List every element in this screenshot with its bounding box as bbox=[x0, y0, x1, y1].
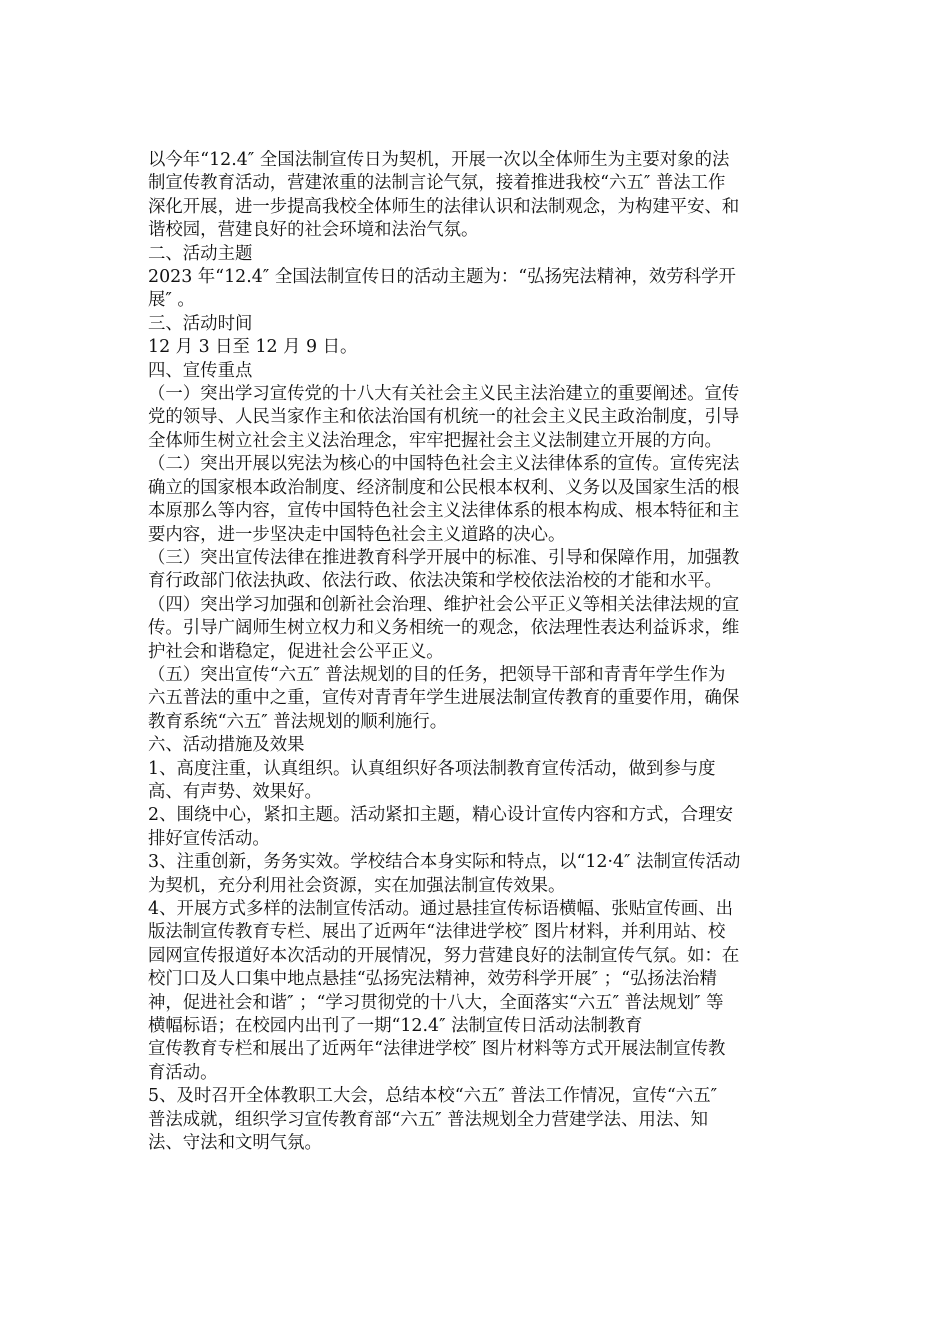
text-line: 为契机，充分利用社会资源，实在加强法制宣传效果。 bbox=[148, 875, 566, 896]
body-paragraph bbox=[148, 758, 808, 805]
text-line: （一）突出学习宣传党的十八大有关社会主义民主法治建立的重要阐述。宣传 bbox=[148, 384, 740, 405]
body-paragraph bbox=[148, 266, 808, 313]
body-paragraph bbox=[148, 149, 808, 243]
text-line: 展″ 。 bbox=[148, 290, 195, 311]
body-paragraph bbox=[148, 664, 808, 734]
section-heading bbox=[148, 313, 808, 336]
text-line: 校门口及人口集中地点悬挂“弘扬宪法精神，效劳科学开展″ ；“弘扬法治精 bbox=[148, 969, 717, 990]
text-line: 制宣传教育活动，营建浓重的法制言论气氛，接着推进我校“六五″ 普法工作 bbox=[148, 173, 726, 194]
text-line: 确立的国家根本政治制度、经济制度和公民根本权利、义务以及国家生活的根 bbox=[148, 477, 740, 498]
text-line: 二、活动主题 bbox=[148, 243, 253, 264]
text-line: 六、活动措施及效果 bbox=[148, 735, 305, 756]
body-paragraph bbox=[148, 804, 808, 851]
text-line: 2、围绕中心，紧扣主题。活动紧扣主题，精心设计宣传内容和方式，合理安 bbox=[148, 805, 733, 826]
text-line: 神，促进社会和谐″ ；“学习贯彻党的十八大，全面落实“六五″ 普法规划″ 等 bbox=[148, 992, 724, 1013]
text-line: 六五普法的重中之重，宣传对青青年学生进展法制宣传教育的重要作用，确保 bbox=[148, 688, 740, 709]
text-line: 教育系统“六五″ 普法规划的顺利施行。 bbox=[148, 711, 448, 732]
text-line: 4、开展方式多样的法制宣传活动。通过悬挂宣传标语横幅、张贴宣传画、出 bbox=[148, 899, 733, 919]
body-paragraph bbox=[148, 898, 808, 1085]
text-line: 本原那么等内容，宣传中国特色社会主义法律体系的根本构成、根本特征和主 bbox=[148, 501, 740, 522]
body-paragraph bbox=[148, 453, 808, 547]
text-line: 宣传教育专栏和展出了近两年“法律进学校″ 图片材料等方式开展法制宣传教 bbox=[148, 1039, 726, 1060]
text-line: 护社会和谐稳定，促进社会公平正义。 bbox=[148, 641, 444, 662]
body-paragraph bbox=[148, 336, 808, 359]
text-line: 排好宣传活动。 bbox=[148, 828, 270, 849]
text-line: 以今年“12.4″ 全国法制宣传日为契机，开展一次以全体师生为主要对象的法 bbox=[148, 150, 730, 170]
section-heading bbox=[148, 360, 808, 383]
text-line: 2023 年“12.4″ 全国法制宣传日的活动主题为：“弘扬宪法精神，效劳科学开 bbox=[148, 267, 736, 288]
section-heading bbox=[148, 243, 808, 266]
text-line: （二）突出开展以宪法为核心的中国特色社会主义法律体系的宣传。宣传宪法 bbox=[148, 454, 740, 475]
text-line: （三）突出宣传法律在推进教育科学开展中的标准、引导和保障作用，加强教 bbox=[148, 547, 740, 568]
text-line: 育活动。 bbox=[148, 1062, 218, 1083]
text-line: 谐校园，营建良好的社会环境和法治气氛。 bbox=[148, 220, 479, 241]
text-line: 育行政部门依法执政、依法行政、依法决策和学校依法治校的才能和水平。 bbox=[148, 571, 722, 592]
text-line: 园网宣传报道好本次活动的开展情况，努力营建良好的法制宣传气氛。如：在 bbox=[148, 945, 740, 966]
section-heading bbox=[148, 734, 808, 757]
text-line: 四、宣传重点 bbox=[148, 360, 253, 381]
body-paragraph bbox=[148, 1085, 808, 1155]
text-line: 普法成就，组织学习宣传教育部“六五″ 普法规划全力营建学法、用法、知 bbox=[148, 1109, 709, 1130]
text-line: 12 月 3 日至 12 月 9 日。 bbox=[148, 337, 358, 358]
body-paragraph bbox=[148, 547, 808, 594]
text-line: 5、及时召开全体教职工大会，总结本校“六五″ 普法工作情况，宣传“六五″ bbox=[148, 1086, 718, 1107]
text-line: 法、守法和文明气氛。 bbox=[148, 1133, 322, 1154]
text-line: 横幅标语；在校园内出刊了一期“12.4″ 法制宣传日活动法制教育 bbox=[148, 1016, 643, 1037]
text-line: 全体师生树立社会主义法治理念，牢牢把握社会主义法制建立开展的方向。 bbox=[148, 430, 722, 451]
text-line: 传。引导广阔师生树立权力和义务相统一的观念，依法理性表达利益诉求，维 bbox=[148, 618, 740, 639]
text-line: 1、高度注重，认真组织。认真组织好各项法制教育宣传活动，做到参与度 bbox=[148, 758, 716, 779]
text-line: 党的领导、人民当家作主和依法治国有机统一的社会主义民主政治制度，引导 bbox=[148, 407, 740, 428]
text-line: 三、活动时间 bbox=[148, 313, 253, 334]
body-paragraph bbox=[148, 594, 808, 664]
text-line: 3、注重创新，务务实效。学校结合本身实际和特点，以“12·4″ 法制宣传活动 bbox=[148, 852, 741, 873]
body-paragraph bbox=[148, 851, 808, 898]
text-line: 高、有声势、效果好。 bbox=[148, 781, 322, 802]
text-line: 要内容，进一步坚决走中国特色社会主义道路的决心。 bbox=[148, 524, 566, 545]
body-paragraph bbox=[148, 383, 808, 453]
text-line: （五）突出宣传“六五″ 普法规划的目的任务，把领导干部和青青年学生作为 bbox=[148, 664, 726, 685]
text-line: 版法制宣传教育专栏、展出了近两年“法律进学校″ 图片材料，并利用站、校 bbox=[148, 922, 726, 943]
text-line: 深化开展，进一步提高我校全体师生的法律认识和法制观念，为构建平安、和 bbox=[148, 196, 740, 217]
text-line: （四）突出学习加强和创新社会治理、维护社会公平正义等相关法律法规的宣 bbox=[148, 594, 740, 615]
document-body bbox=[148, 149, 808, 1155]
